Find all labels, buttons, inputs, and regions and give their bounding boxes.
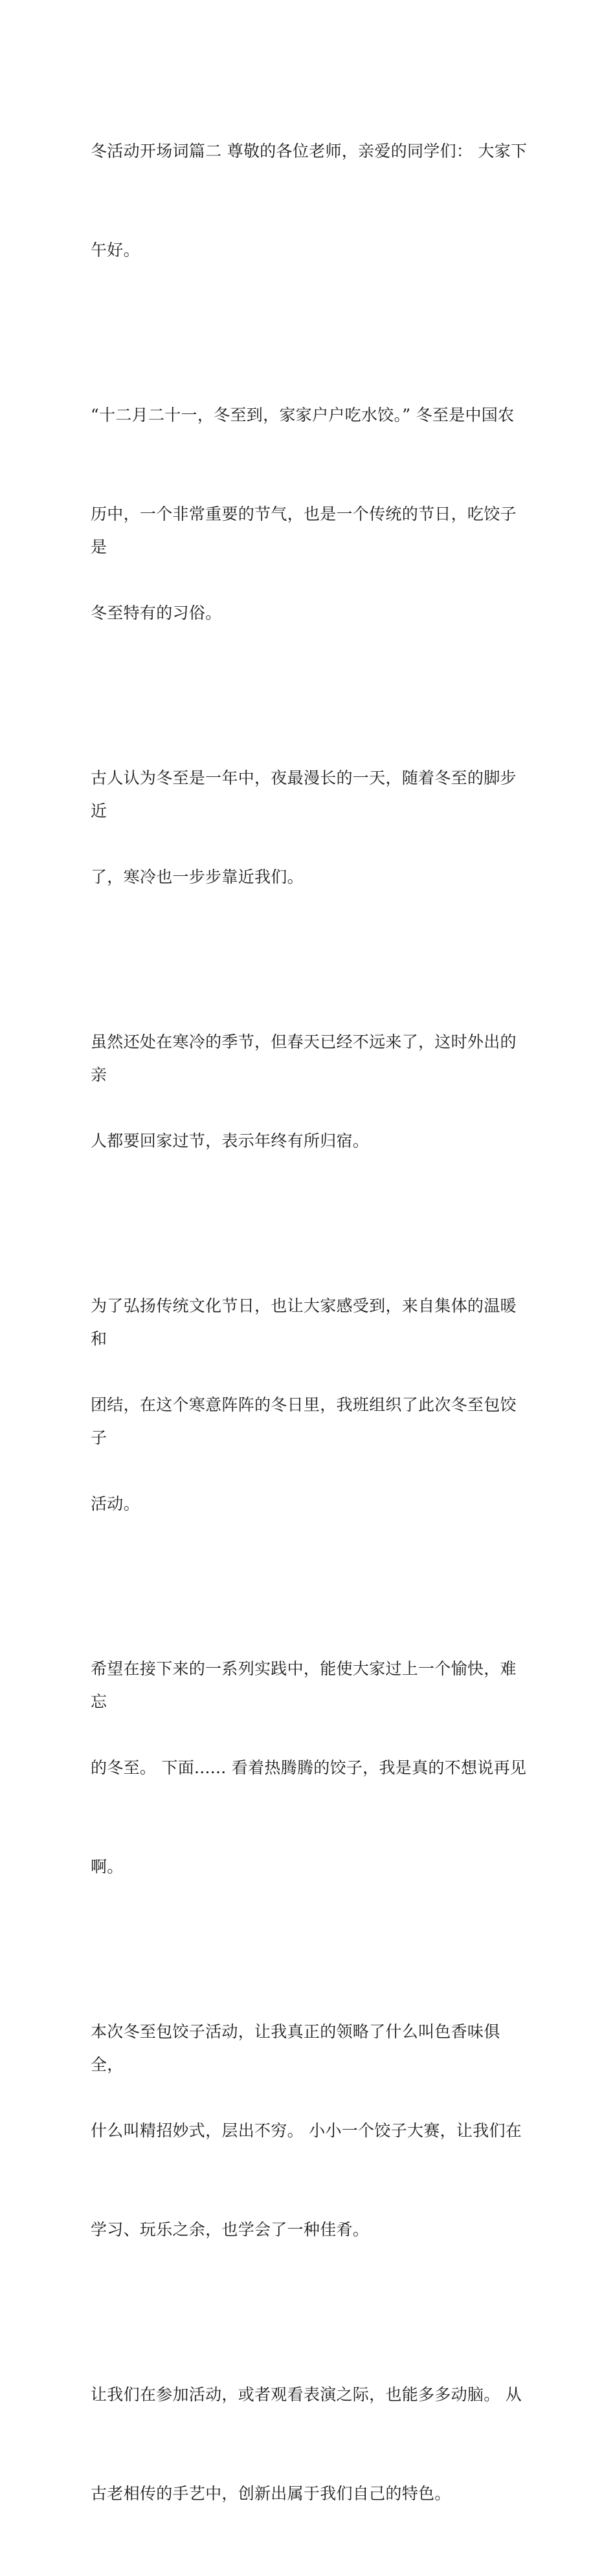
text-line: 希望在接下来的一系列实践中，能使大家过上一个愉快，难忘: [91, 1659, 517, 1711]
paragraph-7: [91, 1949, 531, 2312]
text-line: 团结，在这个寒意阵阵的冬日里，我班组织了此次冬至包饺子: [91, 1395, 517, 1447]
paragraph-3: [91, 695, 531, 959]
text-line: 什么叫精招妙式，层出不穷。 小小一个饺子大赛，让我们在: [91, 2121, 522, 2140]
paragraph-6: [91, 1586, 531, 1949]
text-line: 为了弘扬传统文化节日，也让大家感受到，来自集体的温暖和: [91, 1296, 517, 1348]
text-line: 古老相传的手艺中，创新出属于我们自己的特色。: [91, 2484, 451, 2503]
text-line: 虽然还处在寒冷的季节，但春天已经不远来了，这时外出的亲: [91, 1032, 517, 1084]
paragraph-1: [91, 69, 531, 333]
paragraph-2: [91, 333, 531, 695]
text-line: 古人认为冬至是一年中，夜最漫长的一天，随着冬至的脚步近: [91, 769, 517, 820]
text-line: “十二月二十一，冬至到，家家户户吃水饺。” 冬至是中国农: [91, 406, 515, 424]
text-line: 冬至特有的习俗。: [91, 604, 222, 622]
paragraph-5: [91, 1223, 531, 1586]
paragraph-8: [91, 2312, 531, 2576]
text-line: 让我们在参加活动，或者观看表演之际，也能多多动脑。 从: [91, 2385, 522, 2404]
text-line: 人都要回家过节，表示年终有所归宿。: [91, 1131, 370, 1150]
text-line: 的冬至。 下面...... 看着热腾腾的饺子，我是真的不想说再见: [91, 1758, 527, 1777]
text-line: 历中，一个非常重要的节气，也是一个传统的节日，吃饺子是: [91, 505, 517, 556]
text-line: 午好。: [91, 241, 140, 259]
text-line: 冬活动开场词篇二 尊敬的各位老师，亲爱的同学们： 大家下: [91, 142, 528, 160]
text-line: 本次冬至包饺子活动，让我真正的领略了什么叫色香味俱全，: [91, 2022, 500, 2074]
text-line: 学习、玩乐之余，也学会了一种佳肴。: [91, 2220, 370, 2239]
text-line: 啊。: [91, 1857, 124, 1876]
paragraph-4: [91, 959, 531, 1223]
text-line: 了，寒冷也一步步靠近我们。: [91, 868, 304, 886]
text-line: 活动。: [91, 1494, 140, 1513]
document-body: [91, 69, 531, 2576]
